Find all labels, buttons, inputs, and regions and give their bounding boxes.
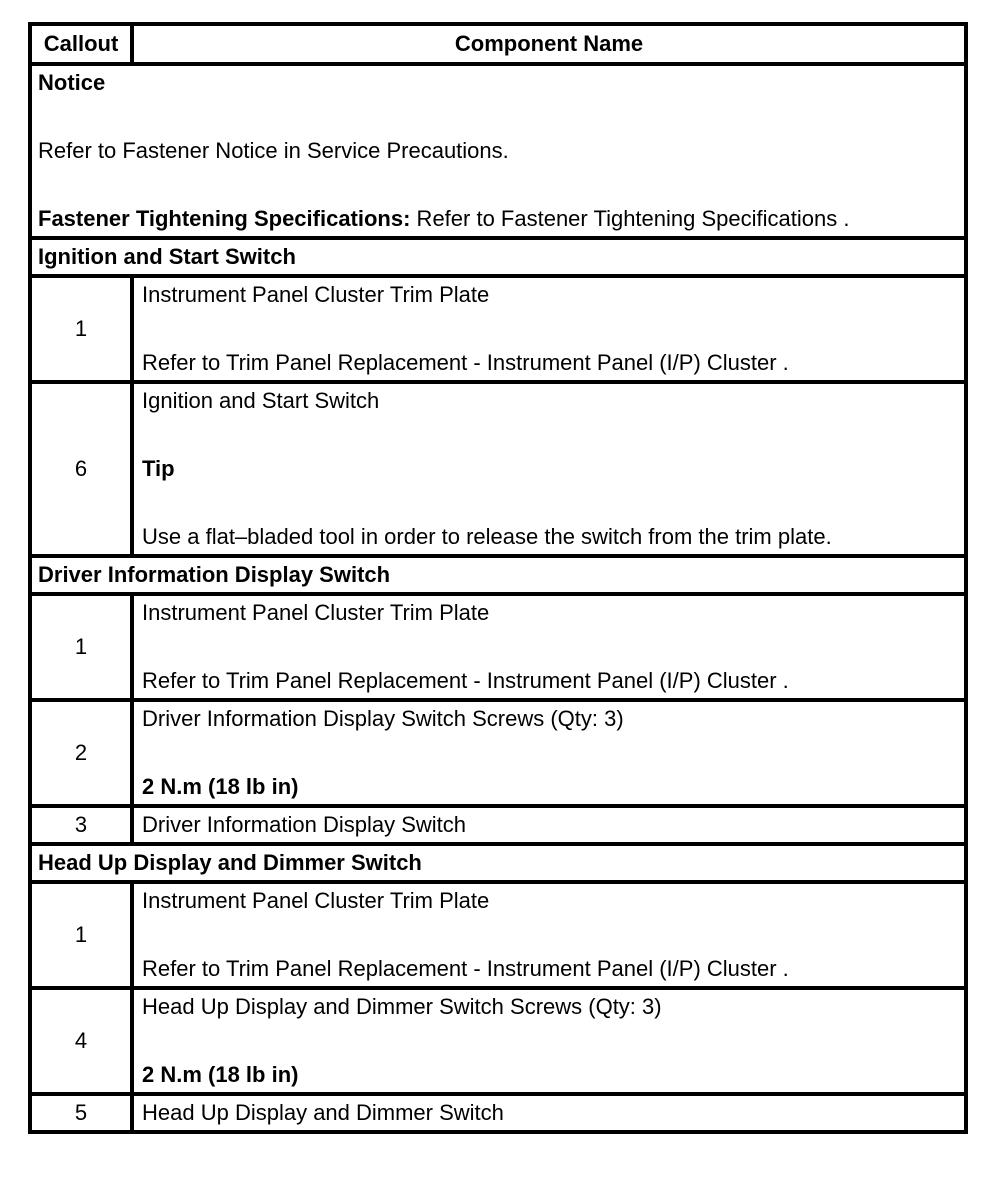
table-row bbox=[30, 806, 966, 844]
notice-cell bbox=[30, 64, 966, 238]
component-cell bbox=[132, 882, 966, 988]
component-note: Refer to Trim Panel Replacement - Instrument Panel (I/P) Cluster . bbox=[142, 350, 789, 375]
table-row bbox=[30, 882, 966, 988]
section-title: Head Up Display and Dimmer Switch bbox=[30, 844, 966, 882]
callout-header: Callout bbox=[30, 24, 132, 64]
callout-number: 2 bbox=[30, 700, 132, 806]
table-header-row bbox=[30, 24, 966, 64]
components-table bbox=[28, 22, 968, 1134]
component-name: Head Up Display and Dimmer Switch bbox=[142, 1100, 504, 1125]
notice-row bbox=[30, 64, 966, 238]
callout-number: 4 bbox=[30, 988, 132, 1094]
component-cell bbox=[132, 382, 966, 556]
callout-number: 1 bbox=[30, 276, 132, 382]
component-name: Instrument Panel Cluster Trim Plate bbox=[142, 600, 490, 625]
table-row bbox=[30, 1094, 966, 1132]
notice-line: Refer to Fastener Notice in Service Precautions. bbox=[38, 138, 509, 163]
torque-spec: 2 N.m (18 lb in) bbox=[142, 1062, 299, 1087]
section-header bbox=[30, 238, 966, 276]
component-cell bbox=[132, 700, 966, 806]
component-name: Head Up Display and Dimmer Switch Screws (Qty: 3) bbox=[142, 994, 662, 1019]
component-note: Refer to Trim Panel Replacement - Instrument Panel (I/P) Cluster . bbox=[142, 956, 789, 981]
section-header bbox=[30, 556, 966, 594]
fastener-spec-label: Fastener Tightening Specifications: bbox=[38, 206, 411, 231]
notice-title: Notice bbox=[38, 70, 106, 95]
table-row bbox=[30, 988, 966, 1094]
component-name: Driver Information Display Switch bbox=[142, 812, 466, 837]
section-title: Ignition and Start Switch bbox=[30, 238, 966, 276]
table-row bbox=[30, 700, 966, 806]
torque-spec: 2 N.m (18 lb in) bbox=[142, 774, 299, 799]
tip-label: Tip bbox=[142, 456, 175, 481]
table-row bbox=[30, 594, 966, 700]
component-cell bbox=[132, 594, 966, 700]
fastener-spec-text: Refer to Fastener Tightening Specifications . bbox=[410, 206, 850, 231]
component-note: Refer to Trim Panel Replacement - Instrument Panel (I/P) Cluster . bbox=[142, 668, 789, 693]
section-header bbox=[30, 844, 966, 882]
component-name: Instrument Panel Cluster Trim Plate bbox=[142, 888, 490, 913]
component-name: Ignition and Start Switch bbox=[142, 388, 380, 413]
section-title: Driver Information Display Switch bbox=[30, 556, 966, 594]
component-cell bbox=[132, 806, 966, 844]
callout-number: 5 bbox=[30, 1094, 132, 1132]
callout-number: 6 bbox=[30, 382, 132, 556]
component-cell bbox=[132, 276, 966, 382]
callout-number: 1 bbox=[30, 882, 132, 988]
component-name-header: Component Name bbox=[132, 24, 966, 64]
component-cell bbox=[132, 1094, 966, 1132]
component-note: Use a flat–bladed tool in order to release the switch from the trim plate. bbox=[142, 524, 832, 549]
component-cell bbox=[132, 988, 966, 1094]
callout-number: 1 bbox=[30, 594, 132, 700]
component-name: Driver Information Display Switch Screws (Qty: 3) bbox=[142, 706, 624, 731]
table-row bbox=[30, 382, 966, 556]
fastener-spec bbox=[38, 202, 964, 236]
component-name: Instrument Panel Cluster Trim Plate bbox=[142, 282, 490, 307]
callout-number: 3 bbox=[30, 806, 132, 844]
table-row bbox=[30, 276, 966, 382]
